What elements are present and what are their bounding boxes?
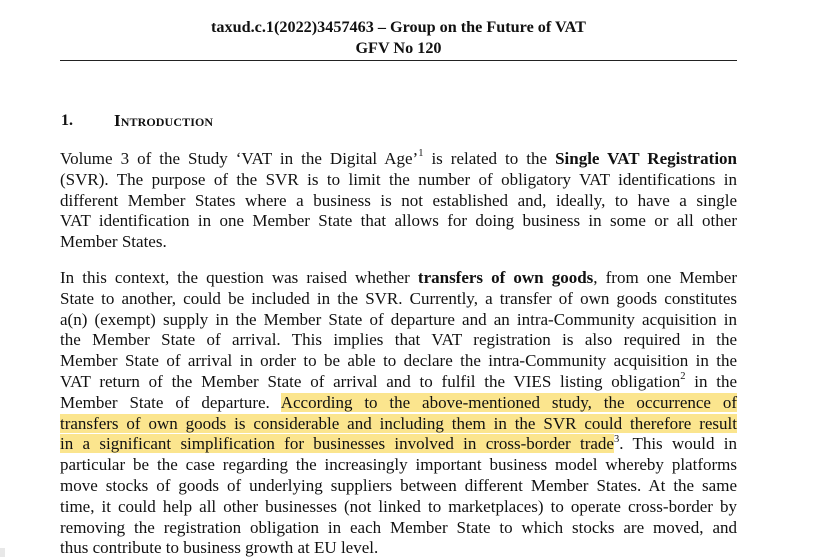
text-line: [60, 393, 737, 414]
highlighted-text[interactable]: transfers of own goods is considerable and including them in the SVR could therefore result: [60, 413, 737, 433]
text-run: . This would in: [619, 434, 738, 454]
document-header: [60, 17, 737, 59]
text-line: VAT identification in one Member State that allows for doing business in some or all other: [60, 211, 737, 231]
text-line: move stocks of goods of underlying suppliers between different Member States. At the same: [60, 475, 737, 495]
text-run: VAT return of the Member State of arrival and to fulfil the VIES listing obligation: [60, 371, 681, 391]
text-line: the Member State of arrival. This implies that VAT registration is also required in the: [60, 330, 737, 350]
highlighted-text[interactable]: According to the above-mentioned study, the occurrence of: [280, 392, 737, 412]
header-divider: [60, 60, 737, 61]
section-heading: [61, 111, 461, 131]
text-run: Member State of departure.: [60, 392, 281, 412]
text-line: [60, 434, 737, 455]
text-line: (SVR). The purpose of the SVR is to limit the number of obligatory VAT identifications in: [60, 169, 737, 189]
text-line: different Member States where a business is not established and, ideally, to have a single: [60, 190, 737, 210]
bold-term-transfers-of-own-goods: transfers of own goods: [417, 268, 594, 287]
header-gfv-number: GFV No 120: [355, 39, 442, 57]
text-line: [60, 414, 737, 435]
text-line: [60, 268, 737, 289]
paragraph-svr-introduction: [60, 149, 737, 253]
text-run: is related to the: [423, 149, 556, 168]
highlighted-text[interactable]: in a significant simplification for businesses involved in cross-border trade: [60, 434, 614, 454]
text-line: removing the registration obligation in each Member State to which stocks are moved, and: [60, 517, 737, 537]
bold-term-single-vat-registration: Single VAT Registration: [555, 149, 738, 168]
text-line: a(n) (exempt) supply in the Member State of departure and an intra-Community acquisition in: [60, 309, 737, 329]
text-line: [60, 149, 737, 170]
section-number: 1.: [61, 112, 73, 129]
footnote-ref-1[interactable]: 1: [418, 148, 424, 160]
text-line: [60, 372, 737, 393]
text-run: In this context, the question was raised whether: [60, 268, 418, 287]
text-run: , from one Member: [593, 268, 738, 287]
footnote-ref-2[interactable]: 2: [680, 371, 686, 383]
section-title: Introduction: [114, 111, 214, 130]
footnote-ref-3[interactable]: 3: [613, 433, 620, 445]
text-line: particular be the case regarding the increasingly important business model whereby platforms: [60, 455, 737, 475]
paragraph-transfers-of-own-goods: [60, 268, 737, 559]
header-reference-line: taxud.c.1(2022)3457463 – Group on the Future of VAT: [211, 18, 586, 36]
text-run: Volume 3 of the Study ‘VAT in the Digital Age’: [60, 149, 419, 168]
page-edge-marker: [0, 548, 5, 557]
text-run: in the: [685, 371, 738, 391]
text-line: thus contribute to business growth at EU level.: [60, 538, 379, 558]
text-line: Member State of arrival in order to be able to declare the intra-Community acquisition in the: [60, 351, 737, 371]
text-line: Member States.: [60, 232, 167, 252]
text-line: time, it could help all other businesses (not linked to marketplaces) to operate cross-border by: [60, 496, 737, 516]
text-line: State to another, could be included in the SVR. Currently, a transfer of own goods constitutes: [60, 288, 737, 308]
